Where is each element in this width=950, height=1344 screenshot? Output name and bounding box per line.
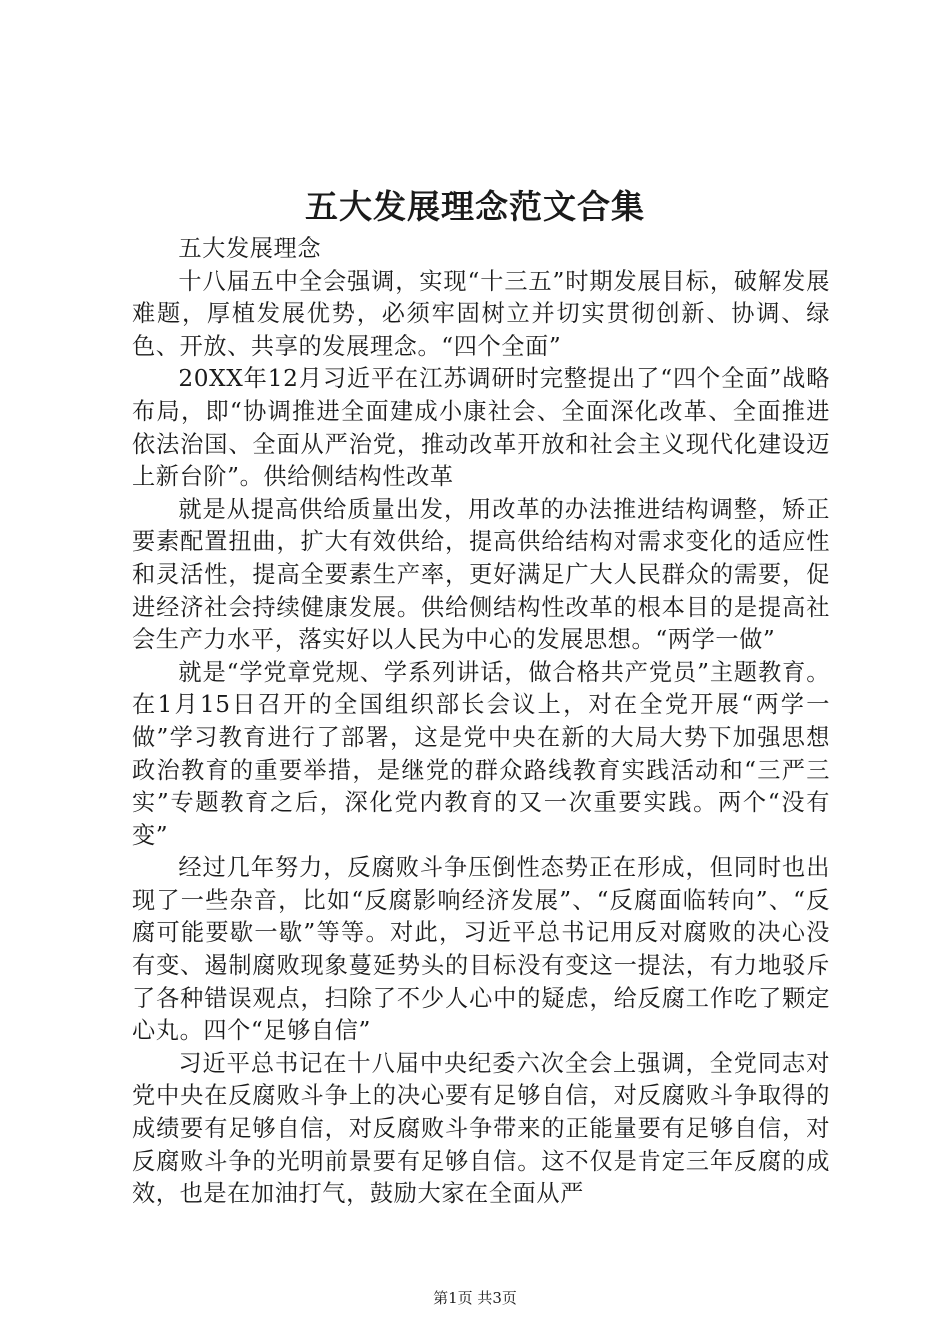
document-title: 五大发展理念范文合集 bbox=[305, 187, 645, 226]
paragraph: 经过几年努力，反腐败斗争压倒性态势正在形成，但同时也出现了一些杂音，比如“反腐影响经济发展”、“反腐面临转向”、“反腐可能要歇一歇”等等。对此，习近平总书记用反对腐败的决心没有变、遏制腐败现象蔓延势头的目标没有变这一提法，有力地驳斥了各种错误观点，扫除了不少人心中的疑虑，给反腐工作吃了颗定心丸。四个“足够自信” bbox=[132, 854, 830, 1045]
paragraph: 习近平总书记在十八届中央纪委六次全会上强调，全党同志对党中央在反腐败斗争上的决心要有足够自信，对反腐败斗争取得的成绩要有足够自信，对反腐败斗争带来的正能量要有足够自信，对反腐败斗争的光明前景要有足够自信。这不仅是肯定三年反腐的成效，也是在加油打气，鼓励大家在全面从严 bbox=[132, 1049, 830, 1208]
paragraph: 就是“学党章党规、学系列讲话，做合格共产党员”主题教育。在1月15日召开的全国组织部长会议上，对在全党开展“两学一做”学习教育进行了部署，这是党中央在新的大局大势下加强思想政治教育的重要举措，是继党的群众路线教育实践活动和“三严三实”专题教育之后，深化党内教育的又一次重要实践。两个“没有变” bbox=[132, 658, 830, 849]
paragraph: 就是从提高供给质量出发，用改革的办法推进结构调整，矫正要素配置扭曲，扩大有效供给，提高供给结构对需求变化的适应性和灵活性，提高全要素生产率，更好满足广大人民群众的需要，促进经济社会持续健康发展。供给侧结构性改革的根本目的是提高社会生产力水平，落实好以人民为中心的发展思想。“两学一做” bbox=[132, 495, 830, 654]
page-number-footer: 第1页 共3页 bbox=[433, 1289, 517, 1307]
document-body bbox=[132, 233, 830, 1211]
paragraph: 20XX年12月习近平在江苏调研时完整提出了“四个全面”战略布局，即“协调推进全面建成小康社会、全面深化改革、全面推进依法治国、全面从严治党，推动改革开放和社会主义现代化建设迈上新台阶”。供给侧结构性改革 bbox=[132, 365, 830, 491]
paragraph-heading: 五大发展理念 bbox=[178, 235, 322, 262]
paragraph: 十八届五中全会强调，实现“十三五”时期发展目标，破解发展难题，厚植发展优势，必须牢固树立并切实贯彻创新、协调、绿色、开放、共享的发展理念。“四个全面” bbox=[132, 267, 830, 360]
